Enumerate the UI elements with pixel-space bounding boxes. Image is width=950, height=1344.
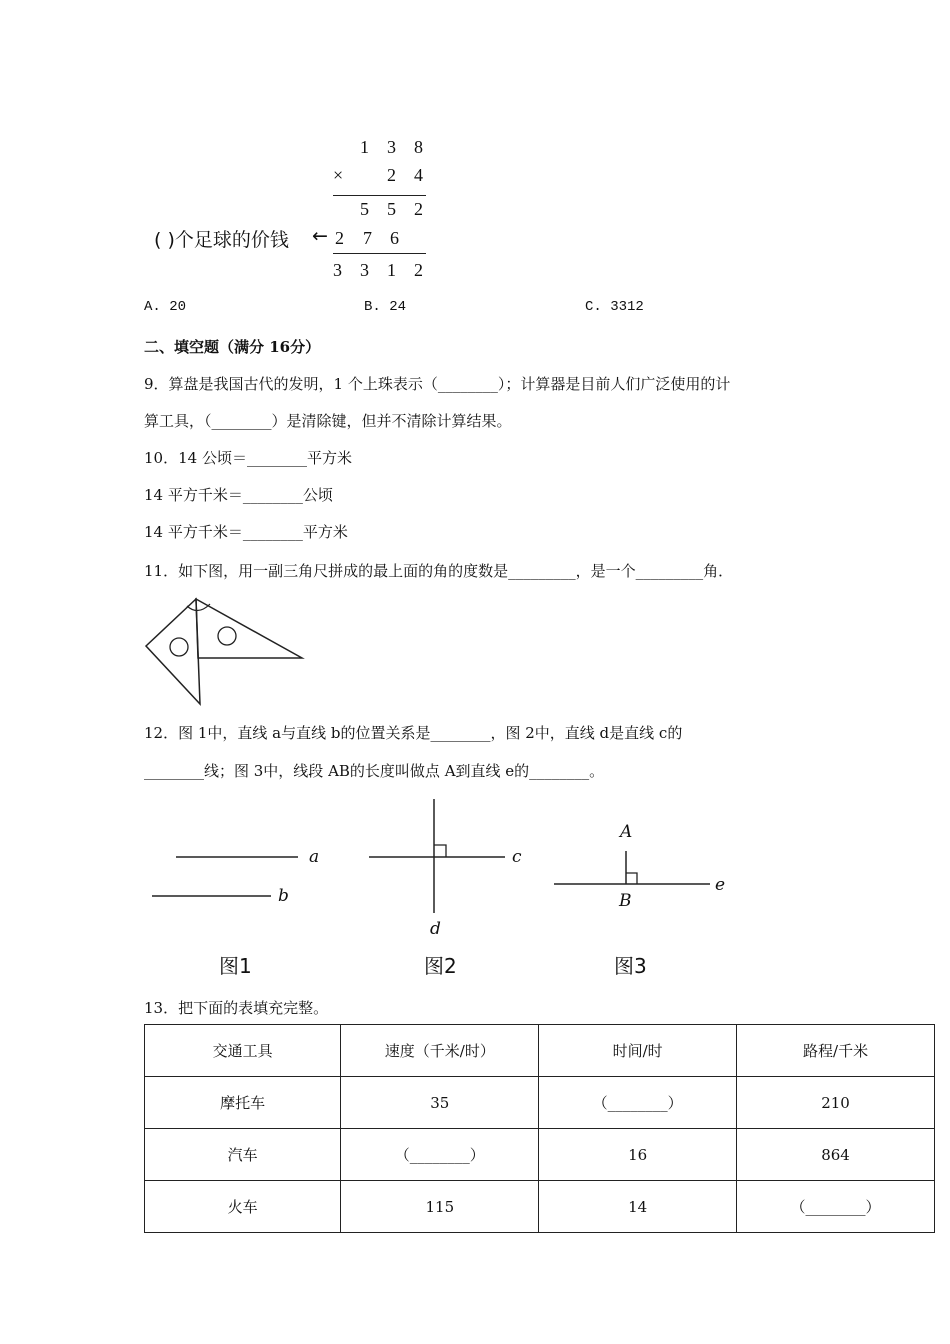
q10-line3: 14 平方千米＝________平方米 [144,523,348,541]
table-header-cell: 速度（千米/时） [341,1025,539,1077]
multiplication-label: ( )个足球的价钱 [154,229,289,251]
q13-text: 13．把下面的表填充完整。 [144,999,329,1017]
label-d: d [430,919,441,939]
q9-line1: 9．算盘是我国古代的发明，1 个上珠表示（________）；计算器是目前人们广泛使用的计 [144,375,731,393]
set-squares-figure [140,594,310,706]
digit: 1 [360,137,369,157]
q9-line2: 算工具，（________）是清除键，但并不清除计算结果。 [144,412,512,430]
fig2-caption: 图2 [424,954,457,978]
digit: 2 [414,260,423,280]
option-a: A. 20 [144,299,187,315]
digit: 2 [387,165,396,185]
table-header-cell: 时间/时 [539,1025,737,1077]
label-a: a [309,847,320,867]
digit: 6 [390,228,399,248]
table-cell: 35 [341,1077,539,1129]
digit: 7 [363,228,372,248]
rule-line [333,253,426,254]
table-row [145,1077,935,1129]
option-b: B. 24 [364,299,407,315]
q10-line2: 14 平方千米＝________公顷 [144,486,333,504]
speed-time-distance-table [144,1024,935,1233]
digit: 8 [414,137,423,157]
digit: 3 [333,260,342,280]
circle-hole [218,627,236,645]
fig1-caption: 图1 [219,954,252,978]
triangle-right [196,599,302,658]
table-cell: 16 [539,1129,737,1181]
label-e: e [715,875,726,895]
digit: 1 [387,260,396,280]
section-heading: 二、填空题（满分 16分） [144,338,321,356]
table-cell: （________） [539,1077,737,1129]
q10-line1: 10．14 公顷＝________平方米 [144,449,352,467]
digit: 3 [360,260,369,280]
label-b: b [278,886,289,906]
table-header-cell: 交通工具 [145,1025,341,1077]
arrow-left-icon: ← [312,225,328,247]
option-c: C. 3312 [585,299,644,315]
table-cell: 210 [737,1077,935,1129]
right-angle-mark [626,873,637,884]
triangle-left [146,599,200,704]
label-A: A [620,822,633,842]
table-row [145,1181,935,1233]
table-row [145,1129,935,1181]
table-cell: 115 [341,1181,539,1233]
label-c: c [512,847,522,867]
table-cell: 汽车 [145,1129,341,1181]
table-header-cell: 路程/千米 [737,1025,935,1077]
table-cell: 864 [737,1129,935,1181]
table-cell: 14 [539,1181,737,1233]
times-sign: × [333,165,344,185]
q11-text: 11．如下图，用一副三角尺拼成的最上面的角的度数是_________，是一个_________角． [144,562,734,580]
table-cell: 摩托车 [145,1077,341,1129]
circle-hole [170,638,188,656]
table-cell: 火车 [145,1181,341,1233]
q12-line2: ________线；图 3中，线段 AB的长度叫做点 A到直线 e的________。 [144,762,605,780]
right-angle-mark [434,845,446,857]
digit: 3 [387,137,396,157]
digit: 5 [360,199,369,219]
table-header-row [145,1025,935,1077]
digit: 5 [387,199,396,219]
digit: 2 [414,199,423,219]
table-cell: （________） [341,1129,539,1181]
q12-line1: 12．图 1中，直线 a与直线 b的位置关系是________，图 2中，直线 d是直线 c的 [144,724,683,742]
digit: 2 [335,228,344,248]
table-cell: （________） [737,1181,935,1233]
digit: 4 [414,165,423,185]
rule-line [333,195,426,196]
fig3-caption: 图3 [614,954,647,978]
label-B: B [619,891,632,911]
